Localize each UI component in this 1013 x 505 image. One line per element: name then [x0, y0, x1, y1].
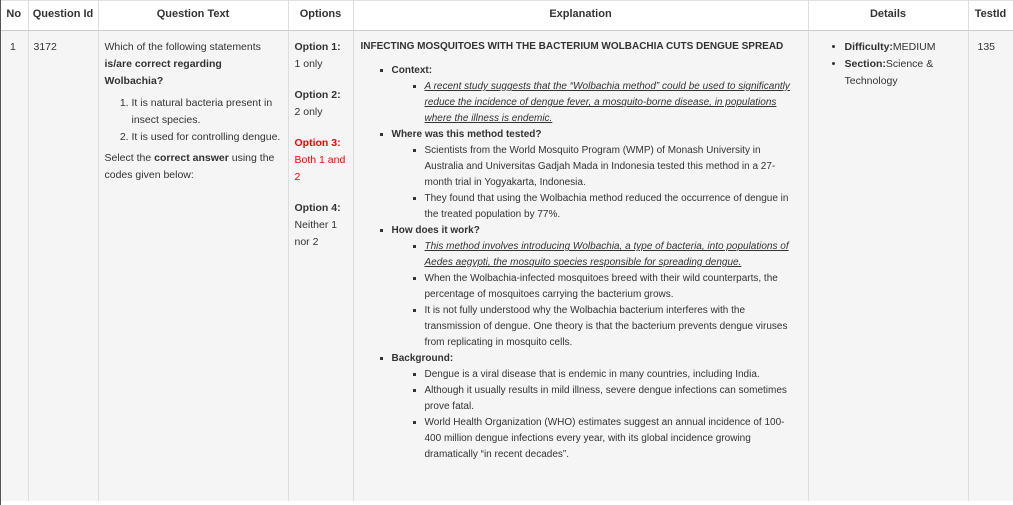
detail-value: Science & Technology [844, 58, 934, 87]
explanation-points [392, 79, 801, 127]
explanation-points [392, 367, 801, 463]
cell-question-id: 3172 [28, 31, 98, 501]
cell-details [808, 31, 968, 501]
col-header-options: Options [288, 1, 353, 31]
cell-test-id: 135 [968, 31, 1013, 501]
question-statement: 1. It is natural bacteria present in insect species. [132, 95, 282, 129]
explanation-point: ▪ A recent study suggests that the “Wolbachia method” could be used to significantly reduce the incidence of dengue fever, a mosquito-borne disease, in populations where the illness is endemic. [425, 79, 801, 127]
explanation-point: ▪ It is not fully understood why the Wolbachia bacterium interferes with the transmission of dengue. One theory is that the bacterium prevents dengue viruses from replicating in mosquito cells. [425, 303, 801, 351]
explanation-point: ▪ This method involves introducing Wolbachia, a type of bacteria, into populations of Aedes aegypti, the mosquito species responsible for spreading dengue. [425, 239, 801, 271]
question-intro-normal: Which of the following statements [104, 41, 261, 53]
explanation-point: ▪ World Health Organization (WHO) estimates suggest an annual incidence of 100-400 million dengue infections every year, with its global incidence growing dramatically “in recent decades”. [425, 415, 801, 463]
explanation-points [392, 239, 801, 351]
option-value: Both 1 and 2 [294, 154, 346, 183]
col-header-no: No [0, 1, 28, 31]
col-header-question-text: Question Text [98, 1, 288, 31]
question-statements-list [105, 95, 282, 146]
question-outro [105, 150, 282, 184]
details-list [815, 39, 962, 90]
col-header-question-id: Question Id [28, 1, 98, 31]
explanation-list [361, 63, 801, 463]
explanation-point: ▪ They found that using the Wolbachia method reduced the occurrence of dengue in the treated population by 77%. [425, 191, 801, 223]
cell-question-text [98, 31, 288, 501]
question-row [0, 31, 1013, 501]
window-left-edge [0, 0, 1, 505]
question-outro-post: using the codes given below: [104, 152, 275, 181]
option-label: Option 4: [294, 202, 341, 214]
option-block [295, 87, 347, 121]
option-label: Option 3: [294, 137, 341, 149]
cell-no: 1 [0, 31, 28, 501]
explanation-points [392, 143, 801, 223]
option-value: 2 only [294, 106, 323, 118]
question-intro [105, 39, 282, 90]
explanation-section [392, 223, 801, 351]
col-header-testid: TestId [968, 1, 1013, 31]
explanation-section [392, 63, 801, 127]
explanation-section-heading: Context: [391, 65, 433, 76]
option-label: Option 1: [294, 41, 341, 53]
question-outro-bold: correct answer [154, 152, 229, 164]
explanation-point: ▪ Although it usually results in mild illness, severe dengue infections can sometimes prove fatal. [425, 383, 801, 415]
question-statement: 2. It is used for controlling dengue. [132, 129, 282, 146]
explanation-section [392, 127, 801, 223]
header-row [0, 1, 1013, 31]
explanation-point: ▪ Dengue is a viral disease that is endemic in many countries, including India. [425, 367, 801, 383]
question-outro-pre: Select the [104, 152, 155, 164]
detail-value: MEDIUM [892, 41, 936, 53]
cell-options [288, 31, 353, 501]
cell-explanation [353, 31, 808, 501]
detail-item [845, 56, 962, 90]
explanation-section [392, 351, 801, 463]
option-block [295, 135, 347, 186]
col-header-details: Details [808, 1, 968, 31]
detail-label: Difficulty: [844, 41, 893, 53]
option-block [295, 39, 347, 73]
question-intro-bold: is/are correct regarding Wolbachia? [104, 58, 222, 87]
explanation-section-heading: How does it work? [391, 225, 480, 236]
detail-label: Section: [844, 58, 886, 70]
explanation-point: ▪ Scientists from the World Mosquito Program (WMP) of Monash University in Australia and Universitas Gadjah Mada in Indonesia tested this method in a 27-month trial in Yogyakarta, Indonesia. [425, 143, 801, 191]
option-label: Option 2: [294, 89, 341, 101]
option-value: Neither 1 nor 2 [294, 219, 338, 248]
col-header-explanation: Explanation [353, 1, 808, 31]
explanation-point: ▪ When the Wolbachia-infected mosquitoes breed with their wild counterparts, the percentage of mosquitoes carrying the bacterium grows. [425, 271, 801, 303]
detail-item [845, 39, 962, 56]
option-value: 1 only [294, 58, 323, 70]
explanation-section-heading: Where was this method tested? [391, 129, 542, 140]
explanation-section-heading: Background: [391, 353, 454, 364]
option-block [295, 200, 347, 251]
explanation-title: INFECTING MOSQUITOES WITH THE BACTERIUM WOLBACHIA CUTS DENGUE SPREAD [360, 41, 784, 52]
